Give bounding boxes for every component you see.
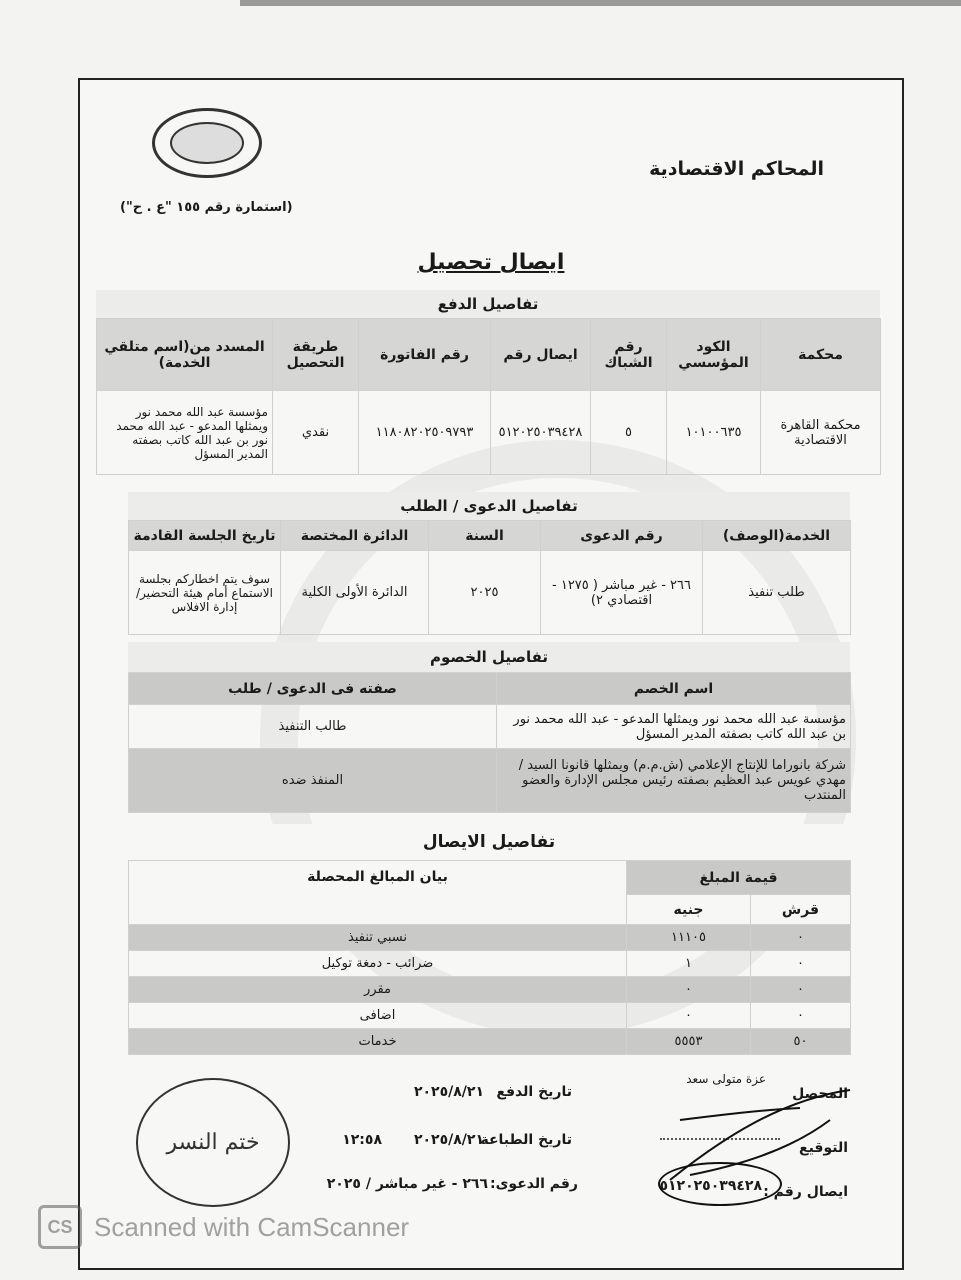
receipt-pound: ١١١٠٥ <box>627 925 751 951</box>
receipt-col-amount: قيمة المبلغ <box>627 861 851 895</box>
receipt-desc: نسبي تنفيذ <box>129 925 627 951</box>
form-number: (استمارة رقم ١٥٥ "ع . ح") <box>120 200 293 215</box>
stamp-text: ختم النسر <box>166 1130 260 1155</box>
payment-payer: مؤسسة عبد الله محمد نور ويمثلها المدعو - عبد الله محمد نور بن عبد الله كاتب بصفته المدير المسؤل <box>97 391 273 475</box>
payment-section-title: تفاصيل الدفع <box>96 290 880 318</box>
receipt-section-title: تفاصيل الايصال <box>128 824 850 860</box>
camscanner-logo-icon: CS <box>38 1205 82 1249</box>
case-no-label: رقم الدعوى: <box>490 1176 578 1192</box>
collector-label: المحصل <box>792 1086 848 1102</box>
party-name: مؤسسة عبد الله محمد نور ويمثلها المدعو - عبد الله محمد نور بن عبد الله كاتب بصفته المدير المسؤل <box>497 705 851 749</box>
party-role: طالب التنفيذ <box>129 705 497 749</box>
parties-col-role: صفته فى الدعوى / طلب <box>129 673 497 705</box>
case-header-row <box>129 521 851 551</box>
receipt-desc: خدمات <box>129 1029 627 1055</box>
receipt-desc: ضرائب - دمغة توكيل <box>129 951 627 977</box>
receipt-header-row <box>129 861 851 895</box>
payment-col-court: محكمة <box>761 319 881 391</box>
receipt-pound: ٠ <box>627 1003 751 1029</box>
payment-date-label: تاريخ الدفع <box>496 1084 572 1100</box>
court-logo-icon <box>152 108 262 178</box>
receipt-piaster: ٠ <box>751 951 851 977</box>
receipt-row <box>129 1029 851 1055</box>
receipt-desc: مقرر <box>129 977 627 1003</box>
case-next-session: سوف يتم اخطاركم بجلسة الاستماع أمام هيئة التحضير/إدارة الافلاس <box>129 551 281 635</box>
payment-code: ١٠١٠٠٦٣٥ <box>667 391 761 475</box>
receipt-desc: اضافى <box>129 1003 627 1029</box>
receipt-col-pound: جنيه <box>627 895 751 925</box>
receipt-table <box>128 860 851 1055</box>
print-date-label: تاريخ الطباعة <box>480 1132 572 1148</box>
case-col-service: الخدمة(الوصف) <box>703 521 851 551</box>
payment-invoice: ١١٨٠٨٢٠٢٥٠٩٧٩٣ <box>359 391 491 475</box>
collector-name: عزة متولى سعد <box>686 1072 766 1086</box>
receipt-piaster: ٠ <box>751 1003 851 1029</box>
org-name: المحاكم الاقتصادية <box>649 158 824 180</box>
receipt-row <box>129 1003 851 1029</box>
receipt-pound: ٥٥٥٣ <box>627 1029 751 1055</box>
camscanner-text: Scanned with CamScanner <box>94 1211 410 1242</box>
payment-data-row <box>97 391 881 475</box>
case-col-number: رقم الدعوى <box>541 521 703 551</box>
paper-edge-shadow <box>240 0 961 6</box>
payment-court: محكمة القاهرة الاقتصادية <box>761 391 881 475</box>
parties-section-title: تفاصيل الخصوم <box>128 642 850 672</box>
parties-table <box>128 672 851 813</box>
receipt-row <box>129 925 851 951</box>
case-no-value: ٢٦٦ - غير مباشر / ٢٠٢٥ <box>326 1176 488 1192</box>
receipt-row <box>129 977 851 1003</box>
parties-header-row <box>129 673 851 705</box>
receipt-number-circle <box>658 1162 782 1206</box>
receipt-no-value: ٥١٢٠٢٥٠٣٩٤٢٨ <box>659 1178 762 1194</box>
receipt-pound: ١ <box>627 951 751 977</box>
case-col-next-session: تاريخ الجلسة القادمة <box>129 521 281 551</box>
receipt-sheet <box>78 78 904 1270</box>
party-row <box>129 749 851 813</box>
eagle-stamp <box>136 1078 290 1207</box>
payment-col-payer: المسدد من(اسم متلقي الخدمة) <box>97 319 273 391</box>
payment-receipt: ٥١٢٠٢٥٠٣٩٤٢٨ <box>491 391 591 475</box>
receipt-piaster: ٠ <box>751 977 851 1003</box>
case-data-row <box>129 551 851 635</box>
payment-header-row <box>97 319 881 391</box>
case-section-title: تفاصيل الدعوى / الطلب <box>128 492 850 520</box>
payment-col-code: الكود المؤسسي <box>667 319 761 391</box>
case-service: طلب تنفيذ <box>703 551 851 635</box>
payment-col-receipt: ايصال رقم <box>491 319 591 391</box>
case-col-circuit: الدائرة المختصة <box>281 521 429 551</box>
payment-table <box>96 318 881 475</box>
payment-col-invoice: رقم الفاتورة <box>359 319 491 391</box>
receipt-col-piaster: قرش <box>751 895 851 925</box>
camscanner-watermark <box>38 1205 409 1249</box>
case-number: ٢٦٦ - غير مباشر ( ١٢٧٥ - اقتصادي ٢) <box>541 551 703 635</box>
receipt-piaster: ٠ <box>751 925 851 951</box>
case-col-year: السنة <box>429 521 541 551</box>
print-time-value: ١٢:٥٨ <box>342 1132 382 1148</box>
party-row <box>129 705 851 749</box>
payment-method: نقدي <box>273 391 359 475</box>
receipt-col-desc: بيان المبالغ المحصلة <box>129 861 627 925</box>
parties-col-name: اسم الخصم <box>497 673 851 705</box>
receipt-no-label: ايصال رقم : <box>763 1184 848 1200</box>
party-role: المنفذ ضده <box>129 749 497 813</box>
receipt-row <box>129 951 851 977</box>
case-circuit: الدائرة الأولى الكلية <box>281 551 429 635</box>
party-name: شركة بانوراما للإنتاج الإعلامي (ش.م.م) ويمثلها قانونا السيد / مهدي عويس عبد العظيم بصفته رئيس مجلس الإدارة والعضو المنتدب <box>497 749 851 813</box>
document-title: ايصال تحصيل <box>417 250 565 275</box>
print-date-value: ٢٠٢٥/٨/٢١ <box>413 1132 484 1148</box>
receipt-piaster: ٥٠ <box>751 1029 851 1055</box>
payment-col-window: رقم الشباك <box>591 319 667 391</box>
case-year: ٢٠٢٥ <box>429 551 541 635</box>
receipt-pound: ٠ <box>627 977 751 1003</box>
payment-window: ٥ <box>591 391 667 475</box>
signature-label: التوقيع <box>799 1140 848 1156</box>
payment-date-value: ٢٠٢٥/٨/٢١ <box>413 1084 484 1100</box>
payment-col-method: طريقة التحصيل <box>273 319 359 391</box>
case-table <box>128 520 851 635</box>
